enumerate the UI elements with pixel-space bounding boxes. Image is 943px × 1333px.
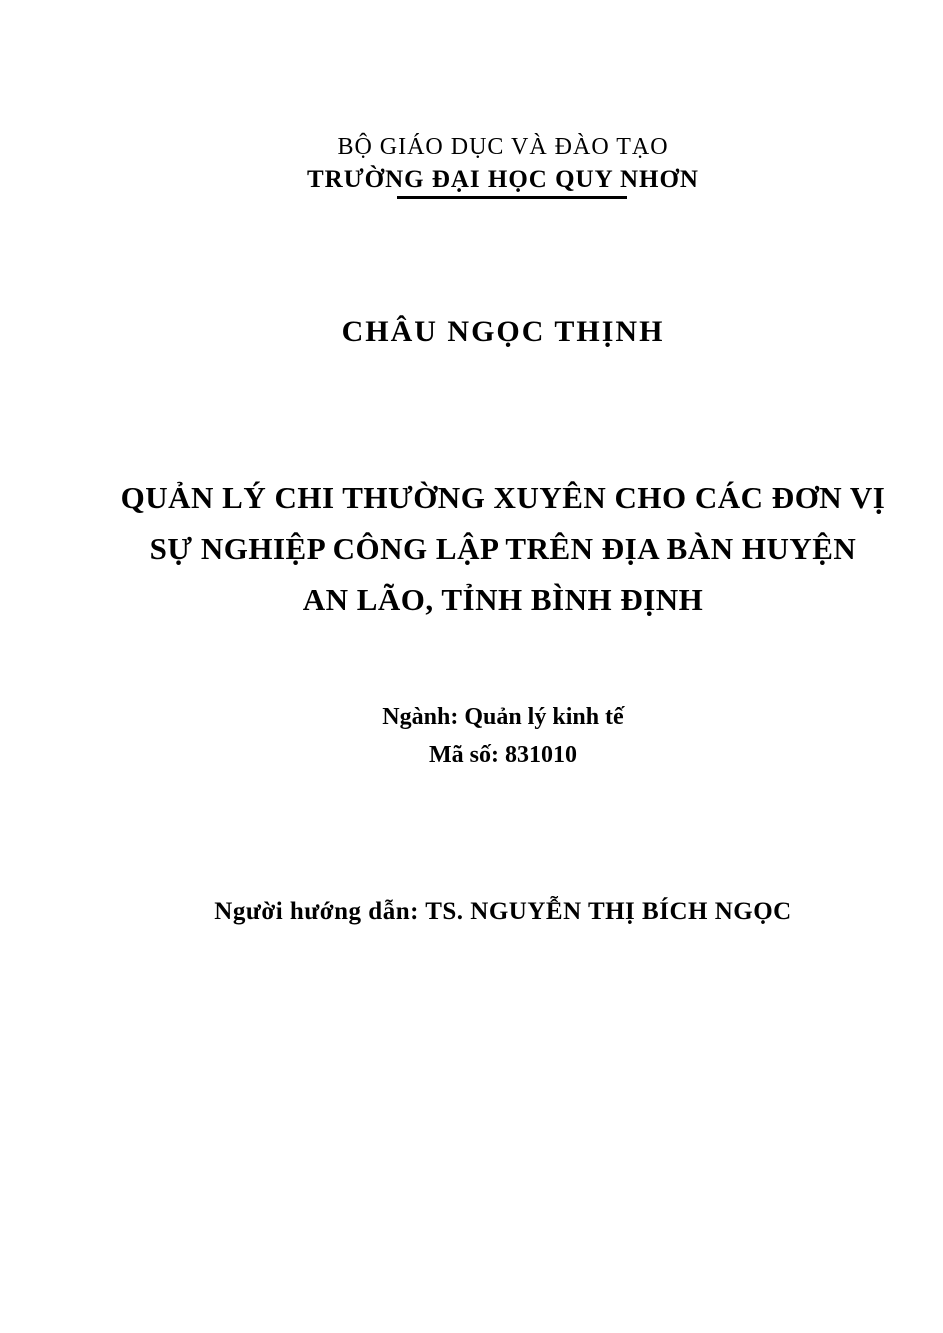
program-major: Ngành: Quản lý kinh tế bbox=[382, 704, 624, 730]
program-code: Mã số: 831010 bbox=[429, 742, 577, 768]
thesis-title-line-3: AN LÃO, TỈNH BÌNH ĐỊNH bbox=[302, 582, 704, 617]
author-name: CHÂU NGỌC THỊNH bbox=[341, 315, 665, 348]
supervisor-line: Người hướng dẫn: TS. NGUYỄN THỊ BÍCH NGỌC bbox=[214, 898, 792, 925]
university-name: TRƯỜNG ĐẠI HỌC QUY NHƠN bbox=[307, 166, 699, 193]
thesis-title-line-2: SỰ NGHIỆP CÔNG LẬP TRÊN ĐỊA BÀN HUYỆN bbox=[149, 531, 857, 566]
thesis-title bbox=[63, 472, 943, 625]
ministry-name: BỘ GIÁO DỤC VÀ ĐÀO TẠO bbox=[337, 134, 669, 160]
university-underline-rule bbox=[397, 196, 627, 199]
program-info bbox=[63, 698, 943, 774]
thesis-title-line-1: QUẢN LÝ CHI THƯỜNG XUYÊN CHO CÁC ĐƠN VỊ bbox=[120, 480, 886, 515]
